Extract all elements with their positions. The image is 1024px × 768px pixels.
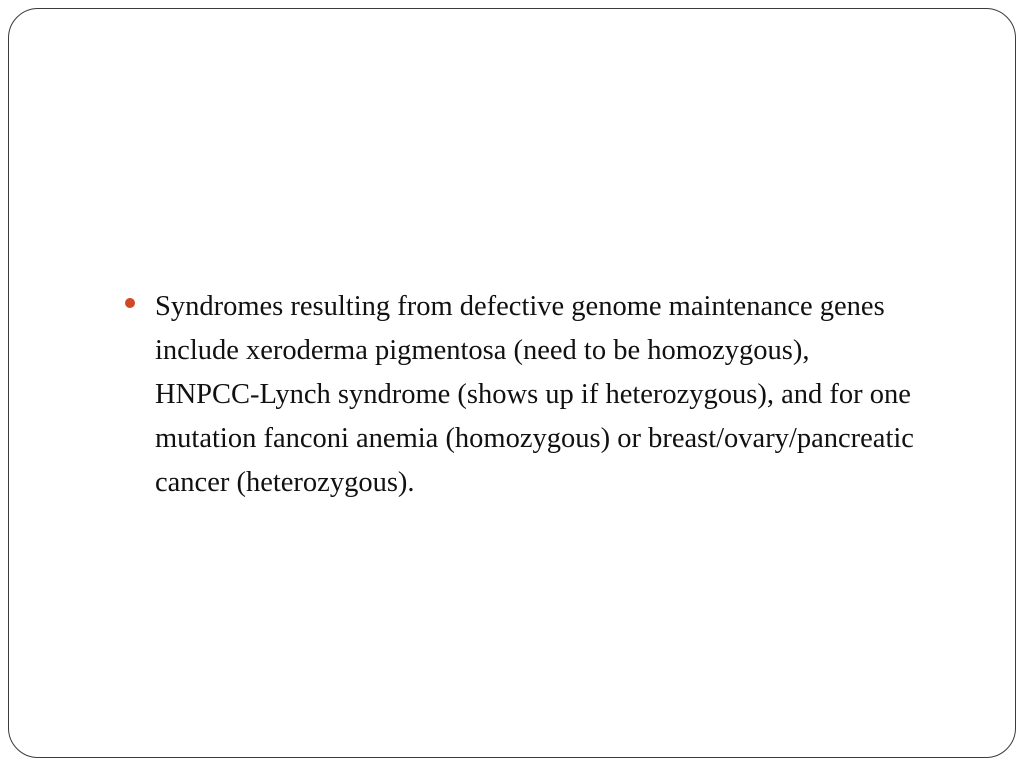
- bullet-item: [121, 285, 921, 505]
- bullet-dot-icon: [125, 298, 135, 308]
- bullet-list: [121, 285, 921, 505]
- bullet-text: Syndromes resulting from defective genome maintenance genes include xeroderma pigmentosa (need to be homozygous), HNPCC-Lynch syndrome (shows up if heterozygous), and for one mutation fanconi anemia (homozygous) or breast/ovary/pancreatic cancer (heterozygous).: [155, 291, 914, 498]
- slide-frame: [8, 8, 1016, 758]
